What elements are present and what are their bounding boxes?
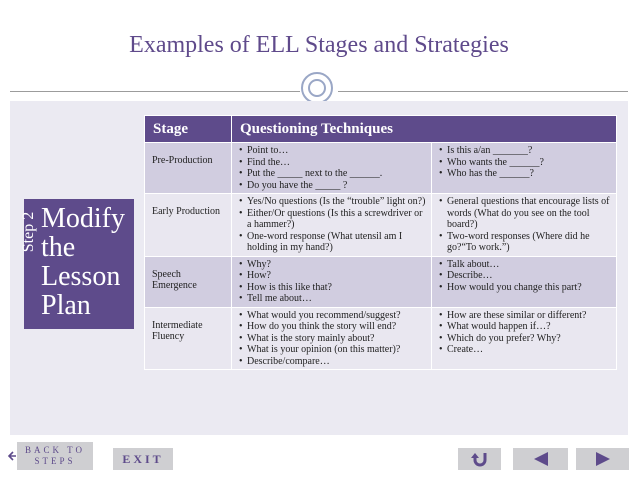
technique-item: • How?: [239, 270, 426, 282]
triangle-left-icon: [531, 451, 551, 467]
table-row: [145, 307, 617, 370]
technique-item: • What is the story mainly about?: [239, 333, 426, 345]
stage-cell: Early Production: [145, 194, 232, 257]
slide-title: Examples of ELL Stages and Strategies: [129, 32, 509, 58]
sidebar-heading-line: Plan: [41, 290, 91, 321]
back-to-steps-label-line2: STEPS: [34, 456, 76, 466]
technique-item: • Is this a/an _______?: [439, 145, 611, 157]
sidebar-heading-line: the: [41, 232, 76, 263]
technique-item: • How is this like that?: [239, 282, 426, 294]
techniques-right-cell: [432, 143, 617, 194]
technique-item: • Point to…: [239, 145, 426, 157]
techniques-left-cell: [232, 194, 432, 257]
circle-ornament-icon: [301, 72, 333, 104]
triangle-right-icon: [593, 451, 613, 467]
stage-cell: Speech Emergence: [145, 256, 232, 307]
technique-item: • Why?: [239, 259, 426, 271]
exit-button[interactable]: EXIT: [112, 447, 174, 471]
technique-item: • Yes/No questions (Is the “trouble” light on?): [239, 196, 426, 208]
technique-item: • Do you have the _____ ?: [239, 180, 426, 192]
technique-item: • Find the…: [239, 157, 426, 169]
technique-item: • Talk about…: [439, 259, 611, 271]
back-to-steps-label-line1: BACK TO: [25, 445, 85, 455]
technique-item: • Put the _____ next to the ______.: [239, 168, 426, 180]
stage-cell: Pre-Production: [145, 143, 232, 194]
techniques-right-cell: [432, 194, 617, 257]
table-row: [145, 143, 617, 194]
sidebar-heading: [41, 204, 141, 320]
stage-cell: Intermediate Fluency: [145, 307, 232, 370]
ell-stages-table: [144, 115, 617, 370]
techniques-left-cell: [232, 256, 432, 307]
title-divider-right: [338, 91, 628, 92]
technique-item: • What is your opinion (on this matter)?: [239, 344, 426, 356]
return-button[interactable]: [457, 447, 502, 471]
technique-item: • General questions that encourage lists of words (What do you see on the tool board?): [439, 196, 611, 231]
header-questioning-techniques: Questioning Techniques: [232, 116, 617, 143]
technique-item: • Two-word responses (Where did he go?“To work.”): [439, 231, 611, 254]
technique-item: • Either/Or questions (Is this a screwdriver or a hammer?): [239, 208, 426, 231]
technique-item: • How would you change this part?: [439, 282, 611, 294]
technique-item: • How do you think the story will end?: [239, 321, 426, 333]
table-header-row: [145, 116, 617, 143]
circle-ornament-inner: [308, 79, 326, 97]
header-stage: Stage: [145, 116, 232, 143]
previous-button[interactable]: [512, 447, 569, 471]
technique-item: • Which do you prefer? Why?: [439, 333, 611, 345]
technique-item: • How are these similar or different?: [439, 310, 611, 322]
technique-item: • Who has the ______?: [439, 168, 611, 180]
techniques-left-cell: [232, 143, 432, 194]
return-arrow-icon: [469, 450, 491, 468]
technique-item: • Describe…: [439, 270, 611, 282]
table-row: [145, 194, 617, 257]
sidebar-heading-line: Lesson: [41, 261, 121, 292]
technique-item: • What would happen if…?: [439, 321, 611, 333]
next-button[interactable]: [575, 447, 630, 471]
sidebar-heading-line: Modify: [41, 203, 125, 234]
step-label-text: Step 2: [20, 211, 38, 253]
technique-item: • Tell me about…: [239, 293, 426, 305]
techniques-right-cell: [432, 256, 617, 307]
technique-item: • Who wants the ______?: [439, 157, 611, 169]
footer-nav: [0, 441, 638, 479]
technique-item: • Describe/compare…: [239, 356, 426, 368]
technique-item: • One-word response (What utensil am I holding in my hand?): [239, 231, 426, 254]
techniques-right-cell: [432, 307, 617, 370]
back-to-steps-button[interactable]: [16, 441, 94, 471]
technique-item: • What would you recommend/suggest?: [239, 310, 426, 322]
title-divider-left: [10, 91, 300, 92]
table-row: [145, 256, 617, 307]
techniques-left-cell: [232, 307, 432, 370]
technique-item: • Create…: [439, 344, 611, 356]
